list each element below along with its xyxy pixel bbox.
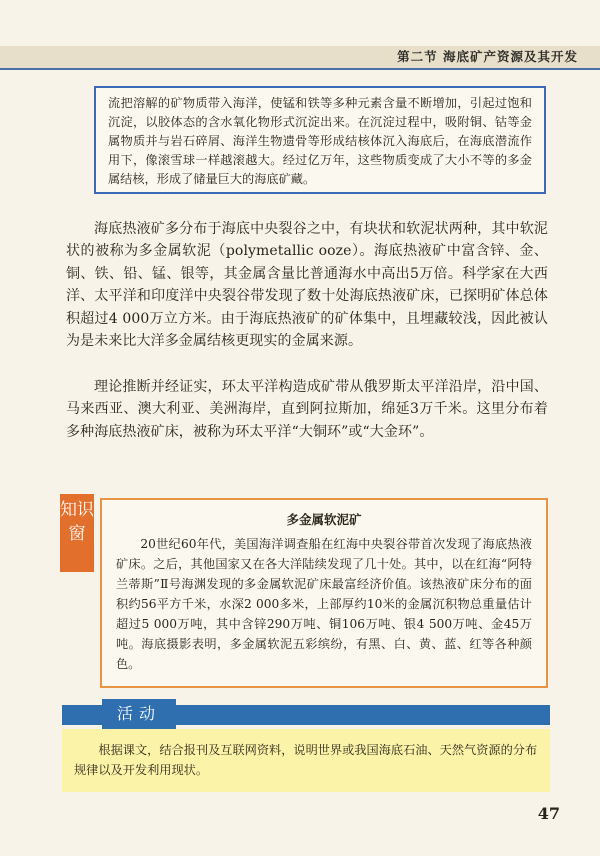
running-header <box>0 46 600 70</box>
activity-box: 根据课文，结合报刊及互联网资料，说明世界或我国海底石油、天然气资源的分布规律以及开发利用现状。 <box>62 729 550 792</box>
knowledge-window <box>60 494 550 690</box>
section-title: 第二节 海底矿产资源及其开发 <box>397 49 578 64</box>
knowledge-window-body: 20世纪60年代，美国海洋调查船在红海中央裂谷带首次发现了海底热液矿床。之后，其他国家又在各大洋陆续发现了几十处。其中，以在红海“阿特兰蒂斯”Ⅱ号海渊发现的多金属软泥矿床最富经济价值。该热液矿床分布的面积约56平方千米，水深2 000多米，上部厚约10米的金属沉积物总重量估计超过5 000万吨，其中含锌290万吨、铜106万吨、银4 500万吨、金45万吨。海底摄影表明，多金属软泥五彩缤纷，有黑、白、黄、蓝、红等各种颜色。 <box>116 537 532 671</box>
knowledge-window-box <box>100 498 548 688</box>
body-paragraph: 理论推断并经证实，环太平洋构造成矿带从俄罗斯太平洋沿岸，沿中国、马来西亚、澳大利亚、美洲海岸，直到阿拉斯加，绵延3万千米。这里分布着多种海底热液矿床，被称为环太平洋“大铜环”或“大金环”。 <box>66 379 548 440</box>
excerpt-box: 流把溶解的矿物质带入海洋，使锰和铁等多种元素含量不断增加，引起过饱和沉淀，以胶体态的含水氧化物形式沉淀出来。在沉淀过程中，吸附铜、钴等金属物质并与岩石碎屑、海洋生物遗骨等形成结核体沉入海底后，在海底潜流作用下，像滚雪球一样越滚越大。经过亿万年，这些物质变成了大小不等的多金属结核，形成了储量巨大的海底矿藏。 <box>94 86 546 194</box>
knowledge-window-title: 多金属软泥矿 <box>286 512 362 527</box>
body-paragraph: 海底热液矿多分布于海底中央裂谷之中，有块状和软泥状两种，其中软泥状的被称为多金属软泥（polymetallic ooze）。海底热液矿中富含锌、金、铜、铁、铅、锰、银等，其金属含量比普通海水中高出5万倍。科学家在大西洋、太平洋和印度洋中央裂谷带发现了数十处海底热液矿床，已探明矿体总体积超过4 000万立方米。由于海底热液矿的矿体集中，且埋藏较浅，因此被认为是未来比大洋多金属结核更现实的金属来源。 <box>66 221 548 350</box>
activity-label: 活动 <box>102 699 176 729</box>
knowledge-window-tag: 知识窗 <box>60 494 94 572</box>
page-number: 47 <box>537 804 560 823</box>
